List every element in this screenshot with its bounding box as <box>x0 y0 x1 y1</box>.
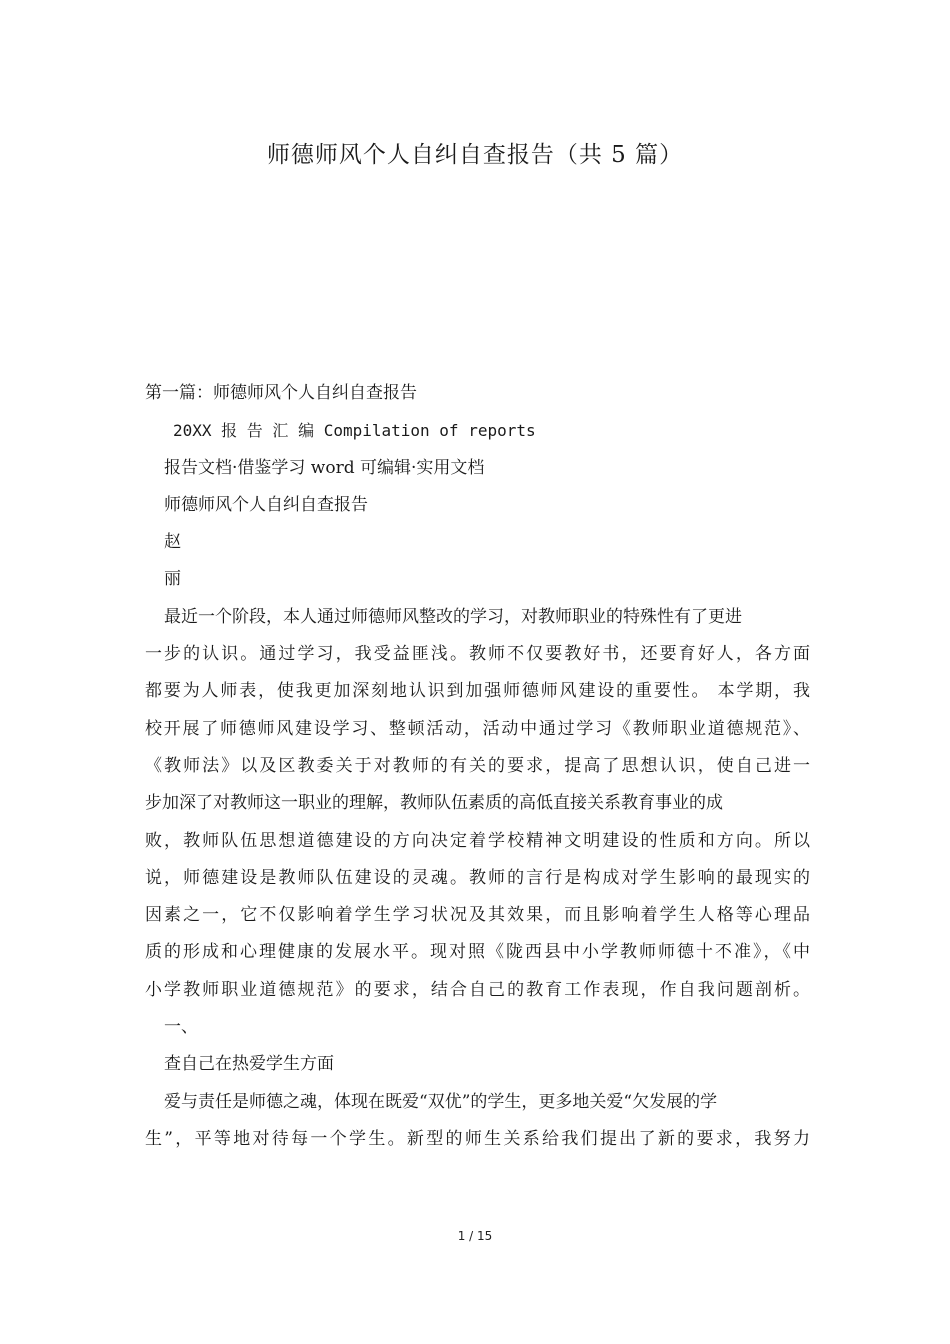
document-note-line: 报告文档·借鉴学习 word 可编辑·实用文档 <box>164 457 485 478</box>
section-heading: 查自己在热爱学生方面 <box>164 1054 334 1075</box>
author-surname: 赵 <box>164 532 181 553</box>
document-body <box>145 375 810 1158</box>
paragraph-line: 生”，平等地对待每一个学生。新型的师生关系给我们提出了新的要求，我努力 <box>145 1128 810 1149</box>
paragraph-line: 都要为人师表，使我更加深刻地认识到加强师德师风建设的重要性。 本学期，我 <box>145 681 810 702</box>
paragraph-line: 一步的认识。通过学习，我受益匪浅。教师不仅要教好书，还要育好人，各方面 <box>145 644 810 665</box>
report-compilation-line: 20XX 报 告 汇 编 Compilation of reports <box>173 421 536 441</box>
paragraph-line: 最近一个阶段，本人通过师德师风整改的学习，对教师职业的特殊性有了更进 <box>164 606 742 627</box>
document-title: 师德师风个人自纠自查报告（共 5 篇） <box>266 142 684 168</box>
chapter-heading: 第一篇：师德师风个人自纠自查报告 <box>145 383 417 403</box>
author-given-name: 丽 <box>164 569 181 590</box>
section-number: 一、 <box>164 1017 198 1038</box>
paragraph-line: 步加深了对教师这一职业的理解，教师队伍素质的高低直接关系教育事业的成 <box>145 793 723 814</box>
paragraph-line: 校开展了师德师风建设学习、整顿活动，活动中通过学习《教师职业道德规范》、 <box>145 718 810 739</box>
paragraph-line: 败，教师队伍思想道德建设的方向决定着学校精神文明建设的性质和方向。所以 <box>145 830 810 851</box>
paragraph-line: 《教师法》以及区教委关于对教师的有关的要求，提高了思想认识，使自己进一 <box>145 755 810 776</box>
paragraph-line: 因素之一，它不仅影响着学生学习状况及其效果，而且影响着学生人格等心理品 <box>145 905 810 926</box>
paragraph-line: 质的形成和心理健康的发展水平。现对照《陇西县中小学教师师德十不准》，《中 <box>145 942 810 963</box>
report-subtitle: 师德师风个人自纠自查报告 <box>164 494 368 515</box>
page-number: 1 / 15 <box>457 1229 493 1243</box>
paragraph-line: 小学教师职业道德规范》的要求，结合自己的教育工作表现，作自我问题剖析。 <box>145 979 810 1000</box>
paragraph-line: 说，师德建设是教师队伍建设的灵魂。教师的言行是构成对学生影响的最现实的 <box>145 867 810 888</box>
paragraph-line: 爱与责任是师德之魂，体现在既爱“双优”的学生，更多地关爱“欠发展的学 <box>164 1091 718 1112</box>
